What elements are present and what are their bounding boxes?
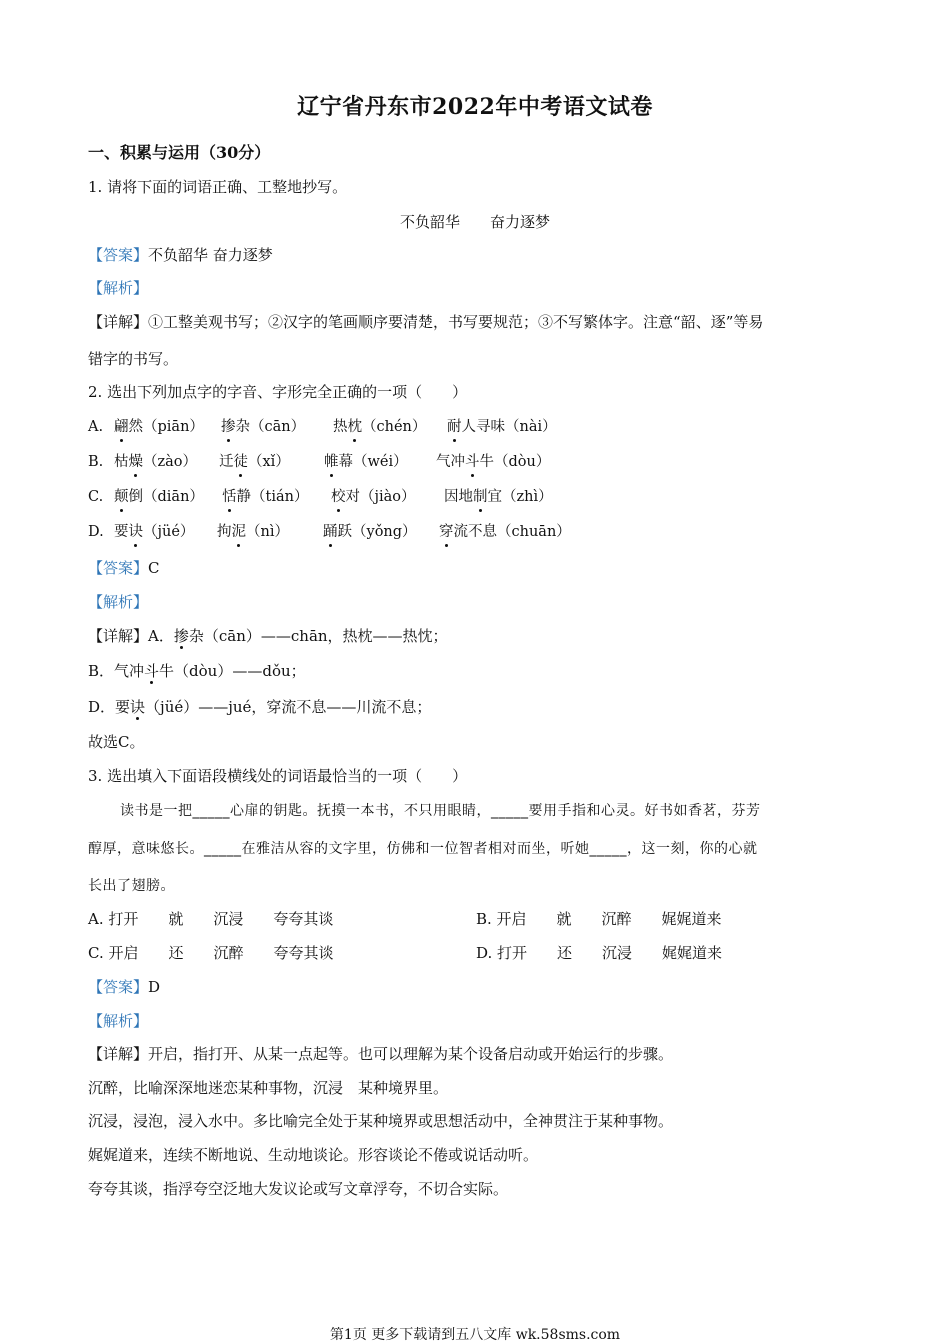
option-label: B. [88, 454, 104, 470]
answer-tag: 【答案】 [88, 246, 149, 264]
q1-words: 不负韶华 奋力逐梦 [399, 213, 550, 231]
option-item: 掺杂（cān） [221, 416, 333, 438]
q2-detail-line-2: B．气冲斗牛（dòu）——dǒu； [88, 662, 306, 680]
q3-option-b: B. 开启 就 沉醉 娓娓道来 [476, 910, 722, 928]
q3-answer: D [148, 978, 161, 996]
q1-stem: 1. 请将下面的词语正确、工整地抄写。 [88, 178, 348, 196]
option-item: 踊跃（yǒng） [323, 521, 439, 543]
option-item: 帷幕（wéi） [324, 451, 436, 473]
option-item: 翩然（piān） [114, 416, 221, 438]
q2-stem: 2. 选出下列加点字的字音、字形完全正确的一项（ ） [88, 383, 468, 401]
q3-option-c: C. 开启 还 沉醉 夸夸其谈 [88, 944, 334, 962]
q3-detail-line-4: 娓娓道来，连续不断地说、生动地谈论。形容谈论不倦或说话动听。 [88, 1146, 539, 1164]
q3-detail-line-2: 沉醉，比喻深深地迷恋某种事物，沉浸 某种境界里。 [88, 1079, 449, 1097]
section-heading: 一、积累与运用（30分） [88, 143, 271, 162]
answer-tag: 【答案】 [88, 978, 149, 996]
answer-tag: 【答案】 [88, 559, 149, 577]
option-item: 颠倒（diān） [114, 486, 222, 508]
option-item: 恬静（tián） [222, 486, 331, 508]
q3-detail-line-1: 【详解】开启，指打开、从某一点起等。也可以理解为某个设备启动或开始运行的步骤。 [88, 1045, 674, 1063]
option-item: 耐人寻味（nài） [447, 416, 557, 438]
q3-stem: 3. 选出填入下面语段横线处的词语最恰当的一项（ ） [88, 767, 468, 785]
q3-passage-line-3: 长出了翅膀。 [88, 878, 175, 894]
q1-answer: 不负韶华 奋力逐梦 [148, 246, 273, 264]
q2-detail-line-3: D．要诀（jüé）——jué，穿流不息——川流不息； [88, 698, 432, 716]
q2-option-c [88, 486, 553, 508]
option-item: 校对（jiào） [331, 486, 444, 508]
q3-option-d: D. 打开 还 沉浸 娓娓道来 [476, 944, 723, 962]
q2-option-d [88, 521, 571, 543]
option-item: 要诀（jüé） [114, 521, 217, 543]
q2-option-a [88, 416, 557, 438]
option-item: 热枕（chén） [333, 416, 447, 438]
option-item: 因地制宜（zhì） [444, 486, 553, 508]
detail-tag: 【详解】 [88, 627, 149, 645]
q3-detail-line-3: 沉浸，浸泡，浸入水中。多比喻完全处于某种境界或思想活动中，全神贯注于某种事物。 [88, 1112, 674, 1130]
q1-detail-line-2: 错字的书写。 [88, 350, 179, 368]
page-title: 辽宁省丹东市2022年中考语文试卷 [297, 94, 653, 120]
option-label: D. [88, 524, 104, 540]
option-item: 气冲斗牛（dòu） [436, 451, 550, 473]
q3-option-a: A. 打开 就 沉浸 夸夸其谈 [88, 910, 334, 928]
q1-analysis-tag: 【解析】 [88, 279, 149, 297]
option-item: 枯燥（zào） [114, 451, 219, 473]
q3-answer-line [88, 976, 160, 998]
option-item: 拘泥（nì） [217, 521, 323, 543]
q1-answer-line [88, 244, 273, 266]
option-label: A. [88, 419, 104, 435]
q3-passage-line-1: 读书是一把_____心扉的钥匙。抚摸一本书，不只用眼睛，_____要用手指和心灵。好书如香茗，芬芳 [120, 803, 761, 819]
q2-answer-line [88, 557, 160, 579]
detail-tag: 【详解】 [88, 1045, 149, 1063]
option-item: 穿流不息（chuān） [439, 521, 571, 543]
q2-answer: C [148, 559, 160, 577]
q1-detail-text: ①工整美观书写；②汉字的笔画顺序要清楚，书写要规范；③不写繁体字。注意“韶、逐”等易 [148, 313, 764, 331]
q3-analysis-tag: 【解析】 [88, 1012, 149, 1030]
q2-analysis-tag: 【解析】 [88, 593, 149, 611]
option-label: C. [88, 489, 104, 505]
q2-option-b [88, 451, 550, 473]
detail-tag: 【详解】 [88, 313, 149, 331]
option-item: 迁徒（xǐ） [219, 451, 324, 473]
q3-passage-line-2: 醇厚，意味悠长。_____在雅洁从容的文字里，仿佛和一位智者相对而坐，听她_____，这一刻，你的心就 [88, 841, 758, 857]
q3-detail-line-5: 夸夸其谈，指浮夸空泛地大发议论或写文章浮夸，不切合实际。 [88, 1180, 509, 1198]
page-footer: 第1页 更多下载请到五八文库 wk.58sms.com [329, 1327, 621, 1343]
q2-conclusion: 故选C。 [88, 733, 145, 751]
q2-detail-line-1: 【详解】A．掺杂（cān）——chān，热枕——热忱； [88, 627, 448, 645]
q1-detail-line-1 [88, 311, 763, 333]
